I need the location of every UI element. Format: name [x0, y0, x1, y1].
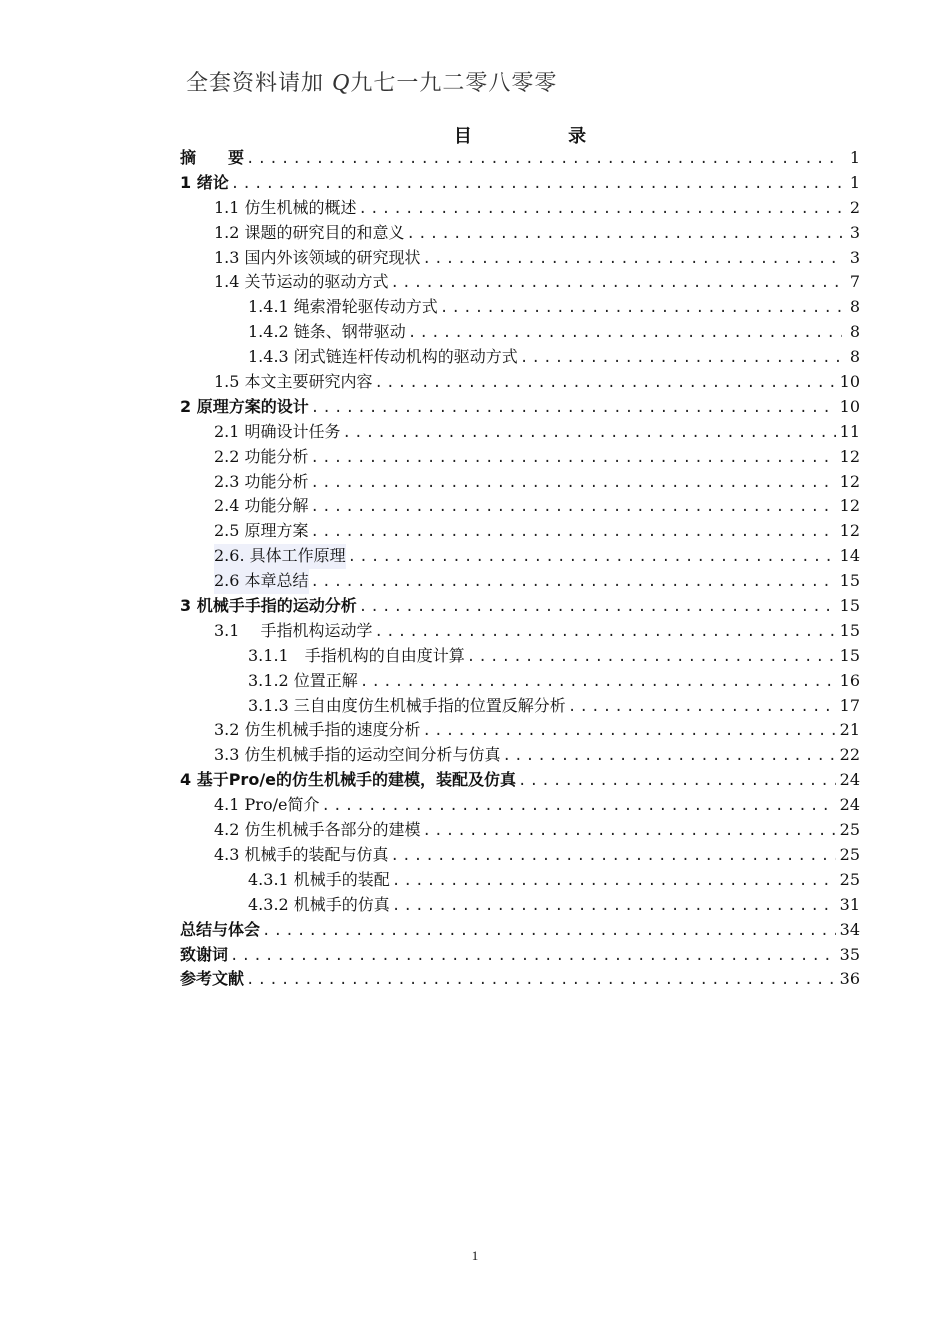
toc-entry[interactable] [180, 967, 860, 992]
toc-leader-dots [311, 396, 836, 420]
toc-leader-dots [311, 570, 836, 594]
toc-entry-label: 2.1 明确设计任务 [214, 421, 341, 441]
toc-leader-dots [311, 520, 836, 544]
toc-entry[interactable] [180, 943, 860, 968]
toc-entry[interactable] [180, 569, 860, 594]
toc-entry-label: 4 基于Pro/e的仿生机械手的建模，装配及仿真 [180, 770, 517, 790]
toc-leader-dots [423, 819, 836, 843]
toc-leader-dots [360, 670, 836, 694]
toc-entry-page: 24 [839, 770, 860, 790]
toc-entry[interactable] [180, 395, 860, 420]
toc-entry-label: 2.2 功能分析 [214, 446, 309, 466]
header-note-suffix: 九七一九二零八零零 [350, 71, 558, 96]
toc-entry[interactable] [180, 171, 860, 196]
toc-entry-page: 17 [839, 695, 860, 715]
toc-leader-dots [262, 919, 836, 943]
toc-entry-page: 8 [849, 297, 860, 317]
toc-entry[interactable] [180, 246, 860, 271]
toc-entry[interactable] [180, 818, 860, 843]
toc-leader-dots [520, 346, 842, 370]
toc-entry-page: 3 [849, 247, 860, 267]
toc-entry-label: 3.2 仿生机械手指的速度分析 [214, 720, 421, 740]
toc-leader-dots [392, 894, 836, 918]
toc-leader-dots [343, 421, 836, 445]
toc-entry[interactable] [180, 669, 860, 694]
toc-leader-dots [423, 719, 836, 743]
toc-leader-dots [407, 222, 842, 246]
toc-entry[interactable] [180, 718, 860, 743]
toc-entry-label: 1.4.1 绳索滑轮驱传动方式 [248, 297, 438, 317]
toc-leader-dots [359, 595, 836, 619]
toc-leader-dots [568, 695, 836, 719]
toc-entry-page: 31 [839, 894, 860, 914]
toc-entry-label: 2.5 原理方案 [214, 521, 309, 541]
toc-leader-dots [375, 371, 836, 395]
toc-entry-label: 4.3.1 机械手的装配 [248, 869, 390, 889]
toc-leader-dots [230, 944, 836, 968]
toc-entry-page: 1 [849, 148, 860, 167]
toc-entry-label: 1.5 本文主要研究内容 [214, 372, 373, 392]
toc-entry-page: 36 [839, 969, 860, 989]
toc-entry[interactable] [180, 196, 860, 221]
toc-entry[interactable] [180, 793, 860, 818]
toc-leader-dots [408, 321, 842, 345]
toc-entry-label: 总结与体会 [180, 919, 261, 939]
toc-entry[interactable] [180, 146, 860, 171]
toc-entry-page: 12 [839, 496, 860, 516]
toc-leader-dots [423, 247, 842, 271]
toc-entry-page: 15 [839, 645, 860, 665]
toc-entry-page: 12 [839, 521, 860, 541]
toc-leader-dots [311, 471, 836, 495]
toc-entry[interactable] [180, 519, 860, 544]
toc-entry[interactable] [180, 694, 860, 719]
toc-leader-dots [467, 645, 836, 669]
toc-entry-label: 1.2 课题的研究目的和意义 [214, 222, 405, 242]
toc-entry-label: 3.1.1 手指机构的自由度计算 [248, 645, 465, 665]
toc-entry-page: 10 [839, 372, 860, 392]
toc-entry-label: 2.6 本章总结 [214, 569, 309, 594]
toc-entry[interactable] [180, 743, 860, 768]
toc-entry-page: 1 [849, 172, 860, 192]
toc-leader-dots [231, 172, 842, 196]
toc-entry[interactable] [180, 270, 860, 295]
toc-entry[interactable] [180, 420, 860, 445]
toc-entry-page: 22 [839, 745, 860, 765]
toc-entry-label: 4.3.2 机械手的仿真 [248, 894, 390, 914]
toc-entry-label: 4.1 Pro/e简介 [214, 795, 320, 815]
toc-entry-page: 25 [839, 869, 860, 889]
toc-leader-dots [503, 744, 836, 768]
toc-entry-label: 3.1.2 位置正解 [248, 670, 358, 690]
toc-entry-label: 1.4.3 闭式链连杆传动机构的驱动方式 [248, 347, 518, 367]
toc-entry[interactable] [180, 843, 860, 868]
toc-entry[interactable] [180, 544, 860, 569]
header-note-q: Q [332, 70, 351, 96]
toc-entry[interactable] [180, 893, 860, 918]
toc-entry-page: 12 [839, 446, 860, 466]
toc-entry-page: 34 [839, 919, 860, 939]
toc-entry-page: 15 [839, 571, 860, 591]
toc-entry-label: 摘 要 [180, 148, 245, 167]
toc-entry-label: 3 机械手手指的运动分析 [180, 596, 357, 616]
toc-entry[interactable] [180, 868, 860, 893]
table-of-contents [180, 146, 860, 992]
toc-entry[interactable] [180, 594, 860, 619]
toc-entry-page: 25 [839, 844, 860, 864]
toc-title: 目 录 [453, 126, 587, 147]
toc-entry-page: 8 [849, 322, 860, 342]
toc-entry[interactable] [180, 295, 860, 320]
toc-entry-page: 21 [839, 720, 860, 740]
toc-entry-label: 3.3 仿生机械手指的运动空间分析与仿真 [214, 745, 501, 765]
toc-entry[interactable] [180, 320, 860, 345]
toc-entry-page: 25 [839, 820, 860, 840]
toc-entry-page: 16 [839, 670, 860, 690]
toc-entry[interactable] [180, 470, 860, 495]
header-note-prefix: 全套资料请加 [186, 71, 325, 96]
toc-entry-page: 24 [839, 795, 860, 815]
toc-entry-label: 1.4.2 链条、钢带驱动 [248, 322, 406, 342]
toc-entry-label: 3.1.3 三自由度仿生机械手指的位置反解分析 [248, 695, 566, 715]
toc-leader-dots [391, 271, 842, 295]
toc-entry-page: 12 [839, 471, 860, 491]
toc-entry[interactable] [180, 345, 860, 370]
toc-entry-label: 2.4 功能分解 [214, 496, 309, 516]
toc-entry-page: 15 [839, 620, 860, 640]
toc-entry-label: 1.4 关节运动的驱动方式 [214, 272, 389, 292]
toc-entry-page: 14 [839, 546, 860, 566]
toc-leader-dots [518, 769, 836, 793]
toc-entry-page: 11 [839, 421, 860, 441]
toc-entry-page: 35 [839, 944, 860, 964]
toc-entry-page: 10 [839, 396, 860, 416]
toc-leader-dots [359, 197, 842, 221]
toc-entry-label: 3.1 手指机构运动学 [214, 620, 373, 640]
toc-entry[interactable] [180, 445, 860, 470]
toc-entry[interactable] [180, 494, 860, 519]
toc-entry-label: 参考文献 [180, 969, 245, 989]
toc-leader-dots [348, 545, 836, 569]
toc-entry[interactable] [180, 619, 860, 644]
toc-leader-dots [246, 147, 842, 171]
toc-entry-page: 2 [849, 197, 860, 217]
toc-leader-dots [246, 968, 836, 992]
toc-entry-page: 8 [849, 347, 860, 367]
toc-entry-label: 1.1 仿生机械的概述 [214, 197, 357, 217]
toc-entry[interactable] [180, 644, 860, 669]
toc-entry-label: 1 绪论 [180, 172, 229, 192]
toc-entry[interactable] [180, 918, 860, 943]
toc-entry[interactable] [180, 768, 860, 793]
toc-leader-dots [311, 446, 836, 470]
toc-entry-label: 4.3 机械手的装配与仿真 [214, 844, 389, 864]
toc-entry-page: 7 [849, 272, 860, 292]
toc-leader-dots [391, 844, 836, 868]
toc-entry-page: 15 [839, 596, 860, 616]
toc-entry-label: 致谢词 [180, 944, 229, 964]
toc-leader-dots [311, 495, 836, 519]
page-number: 1 [471, 1248, 479, 1263]
toc-entry[interactable] [180, 370, 860, 395]
toc-entry[interactable] [180, 221, 860, 246]
header-contact-note [186, 66, 557, 97]
toc-entry-label: 2.3 功能分析 [214, 471, 309, 491]
toc-leader-dots [321, 794, 835, 818]
toc-leader-dots [440, 296, 842, 320]
toc-entry-label: 2.6. 具体工作原理 [214, 544, 346, 569]
toc-entry-label: 4.2 仿生机械手各部分的建模 [214, 820, 421, 840]
toc-leader-dots [392, 869, 836, 893]
toc-entry-label: 1.3 国内外该领域的研究现状 [214, 247, 421, 267]
toc-entry-label: 2 原理方案的设计 [180, 396, 309, 416]
toc-entry-page: 3 [849, 222, 860, 242]
toc-leader-dots [375, 620, 836, 644]
